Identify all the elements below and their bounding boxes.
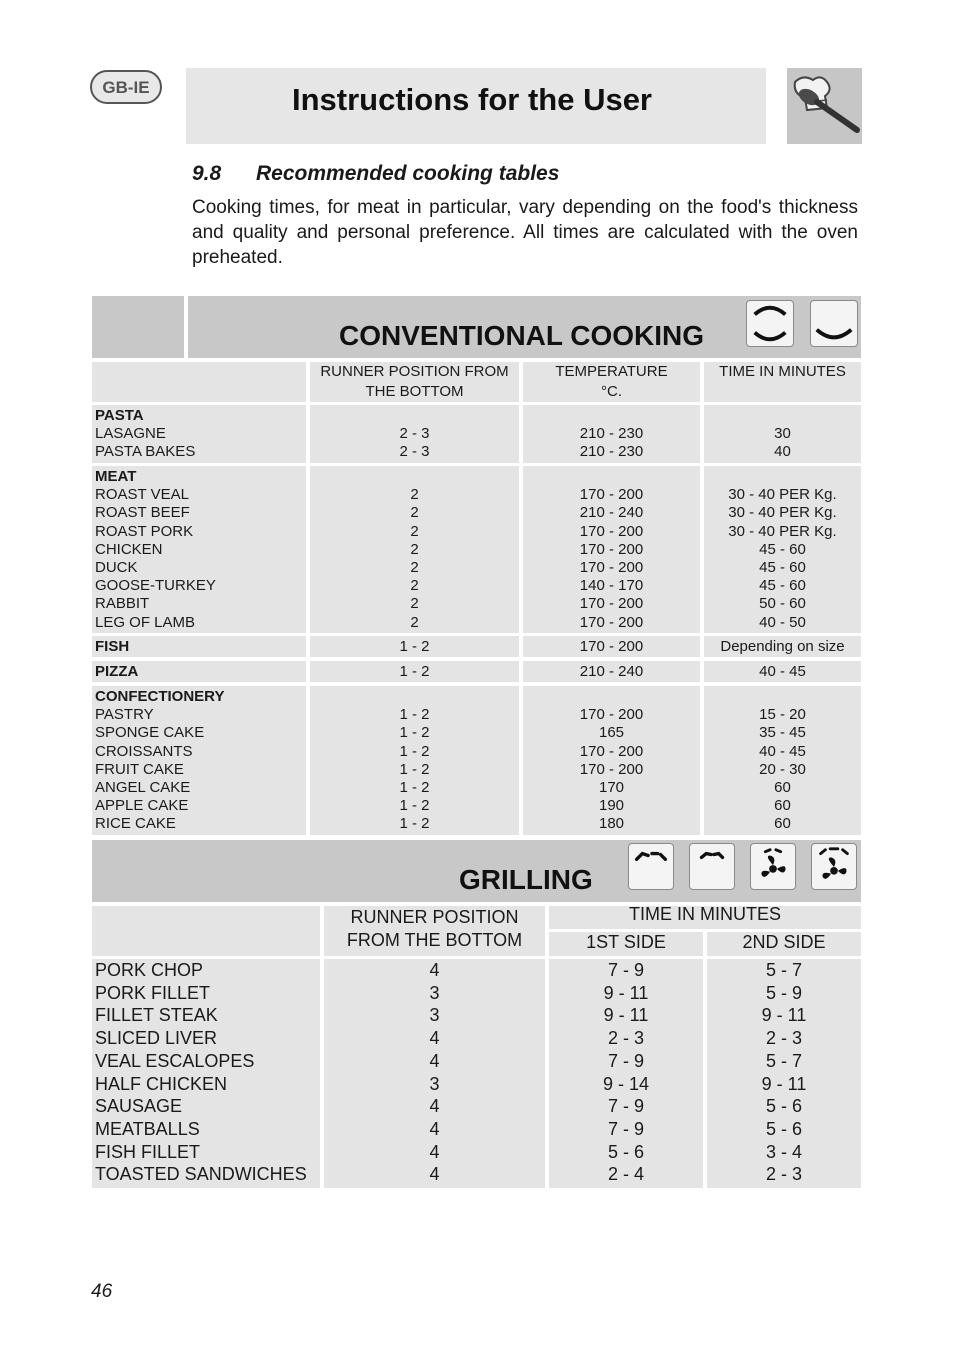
grilling-food-column <box>92 959 320 1188</box>
food-label: ROAST BEEF <box>95 504 190 522</box>
runner-value: 2 - 3 <box>399 425 430 443</box>
runner-value: 3 <box>429 1073 440 1094</box>
grilling-side1-column <box>549 959 703 1188</box>
food-label: LASAGNE <box>95 425 166 443</box>
fish-runner-cell: 1 - 2 <box>310 636 519 657</box>
runner-value: 4 <box>429 1028 440 1049</box>
food-label: ROAST VEAL <box>95 486 189 504</box>
runner-value: 2 <box>410 540 419 558</box>
conventional-time-header: TIME IN MINUTES <box>704 362 861 402</box>
food-label: FRUIT CAKE <box>95 760 184 778</box>
food-label: SPONGE CAKE <box>95 724 205 742</box>
table-row: PORK CHOP <box>95 960 204 980</box>
runner-value: 1 - 2 <box>399 779 430 796</box>
table-row: HALF CHICKEN <box>95 1073 228 1094</box>
conventional-runner-header: RUNNER POSITION FROM THE BOTTOM <box>310 362 519 402</box>
temp-value: 210 - 230 <box>579 425 644 443</box>
time-value: 30 - 40 PER Kg. <box>728 504 837 522</box>
side2-value: 5 - 7 <box>765 960 803 980</box>
confectionery-temp-cell <box>523 686 700 835</box>
temp-value: 170 - 200 <box>579 595 644 613</box>
food-label: CHICKEN <box>95 540 163 558</box>
language-badge: GB-IE <box>90 70 162 104</box>
side1-value: 7 - 9 <box>607 1050 645 1071</box>
side1-value: 7 - 9 <box>607 960 645 980</box>
pasta-time-cell <box>704 405 861 463</box>
temp-value: 190 <box>598 797 625 815</box>
table-row: PORK FILLET <box>95 982 211 1003</box>
table-row: SLICED LIVER <box>95 1028 218 1049</box>
section-heading <box>192 162 559 186</box>
small-grill-icon <box>689 843 735 890</box>
table-row: VEAL ESCALOPES <box>95 1050 255 1071</box>
side1-value: 7 - 9 <box>607 1096 645 1117</box>
food-label: ROAST PORK <box>95 522 194 540</box>
page-title: Instructions for the User <box>292 82 652 117</box>
temp-value: 210 - 230 <box>579 443 644 461</box>
runner-value: 1 - 2 <box>399 760 430 778</box>
time-value: 45 - 60 <box>759 559 806 576</box>
food-label: RABBIT <box>95 595 150 613</box>
runner-value: 4 <box>429 1096 440 1117</box>
category-label: MEAT <box>95 468 137 485</box>
time-value: 40 - 45 <box>759 742 806 760</box>
time-value: 40 <box>774 443 791 461</box>
confectionery-time-cell <box>704 686 861 835</box>
table-row: SAUSAGE <box>95 1096 183 1117</box>
runner-value: 1 - 2 <box>399 742 430 760</box>
food-label: DUCK <box>95 559 138 577</box>
time-value: 30 - 40 PER Kg. <box>728 522 837 540</box>
fish-temp-cell: 170 - 200 <box>523 636 700 657</box>
side1-value: 2 - 4 <box>607 1164 645 1185</box>
grilling-runner-header <box>324 906 545 956</box>
runner-value: 3 <box>429 982 440 1003</box>
fish-category-label: FISH <box>92 636 306 657</box>
temp-value: 180 <box>598 815 625 833</box>
temp-value: 140 - 170 <box>579 577 644 595</box>
runner-value: 2 <box>410 595 419 613</box>
runner-value: 4 <box>429 1164 440 1185</box>
runner-value: 1 - 2 <box>399 815 430 833</box>
food-label: ANGEL CAKE <box>95 779 191 797</box>
meat-runner-cell <box>310 466 519 633</box>
food-label: LEG OF LAMB <box>95 613 196 631</box>
grilling-banner <box>92 840 861 902</box>
runner-value: 4 <box>429 1141 440 1162</box>
fish-time-cell: Depending on size <box>704 636 861 657</box>
runner-value: 4 <box>429 1118 440 1139</box>
time-value: 60 <box>774 797 791 815</box>
temperature-unit: °C. <box>601 383 622 400</box>
temp-value: 170 - 200 <box>579 706 644 724</box>
meat-group-labels <box>92 466 306 633</box>
conventional-temperature-header <box>523 362 700 402</box>
time-value: 30 - 40 PER Kg. <box>728 486 837 504</box>
runner-header-line: RUNNER POSITION <box>350 907 519 927</box>
pizza-time-cell: 40 - 45 <box>704 661 861 682</box>
side1-value: 9 - 11 <box>603 1005 649 1026</box>
table-row: FISH FILLET <box>95 1141 201 1162</box>
confectionery-group-labels <box>92 686 306 835</box>
food-label: APPLE CAKE <box>95 797 189 815</box>
food-label: RICE CAKE <box>95 815 176 833</box>
side2-value: 5 - 9 <box>765 982 803 1003</box>
pizza-runner-cell: 1 - 2 <box>310 661 519 682</box>
runner-value: 4 <box>429 960 440 980</box>
time-value: 30 <box>774 425 791 443</box>
runner-value: 2 - 3 <box>399 443 430 461</box>
runner-value: 1 - 2 <box>399 706 430 724</box>
runner-value: 2 <box>410 522 419 540</box>
temp-value: 170 - 200 <box>579 559 644 576</box>
side1-value: 5 - 6 <box>607 1141 645 1162</box>
food-label: PASTA BAKES <box>95 443 196 461</box>
table-row: FILLET STEAK <box>95 1005 218 1026</box>
side1-value: 2 - 3 <box>607 1028 645 1049</box>
time-value: 60 <box>774 815 791 833</box>
temp-value: 170 <box>598 779 625 796</box>
food-label: PASTRY <box>95 706 154 724</box>
runner-value: 2 <box>410 577 419 595</box>
food-label: CROISSANTS <box>95 742 193 760</box>
temp-value: 170 - 200 <box>579 742 644 760</box>
table-row: MEATBALLS <box>95 1118 200 1139</box>
conventional-food-header <box>92 362 306 402</box>
confectionery-runner-cell <box>310 686 519 835</box>
conventional-corner-cell <box>92 296 184 358</box>
time-value: 45 - 60 <box>759 577 806 595</box>
intro-paragraph: Cooking times, for meat in particular, vary depending on the food's thickness and quality and personal preference. All times are calculated with the oven preheated. <box>192 197 858 268</box>
runner-value: 1 - 2 <box>399 724 430 742</box>
grilling-food-header <box>92 906 320 956</box>
food-label: GOOSE-TURKEY <box>95 577 216 595</box>
runner-header-line: FROM THE BOTTOM <box>346 930 523 950</box>
temp-value: 165 <box>598 724 625 742</box>
grilling-side2-header: 2ND SIDE <box>707 932 861 956</box>
side2-value: 9 - 11 <box>761 1005 807 1026</box>
page-number: 46 <box>91 1281 113 1302</box>
side1-value: 9 - 11 <box>603 982 649 1003</box>
table-row: TOASTED SANDWICHES <box>95 1164 307 1185</box>
grilling-side1-header: 1ST SIDE <box>549 932 703 956</box>
pasta-temp-cell <box>523 405 700 463</box>
category-label: PASTA <box>95 407 144 424</box>
bottom-heating-element-icon <box>810 300 858 347</box>
time-value: 35 - 45 <box>759 724 806 742</box>
temp-value: 170 - 200 <box>579 760 644 778</box>
temp-value: 170 - 200 <box>579 522 644 540</box>
title-bar <box>186 68 766 144</box>
meat-time-cell <box>704 466 861 633</box>
side2-value: 9 - 11 <box>761 1073 807 1094</box>
time-value: 45 - 60 <box>759 540 806 558</box>
side2-value: 3 - 4 <box>765 1141 803 1162</box>
temp-value: 170 - 200 <box>579 613 644 631</box>
section-title: Recommended cooking tables <box>256 162 560 185</box>
side2-value: 5 - 6 <box>765 1118 803 1139</box>
grilling-side2-column <box>707 959 861 1188</box>
temp-value: 170 - 200 <box>579 540 644 558</box>
temp-value: 210 - 240 <box>579 504 644 522</box>
temp-value: 170 - 200 <box>579 486 644 504</box>
runner-value: 2 <box>410 504 419 522</box>
runner-value: 2 <box>410 486 419 504</box>
fan-grill-icon <box>750 843 796 890</box>
runner-value: 1 - 2 <box>399 797 430 815</box>
conventional-title: CONVENTIONAL COOKING <box>339 320 705 351</box>
fan-wide-grill-icon <box>811 843 857 890</box>
side1-value: 9 - 14 <box>602 1073 650 1094</box>
runner-value: 4 <box>429 1050 440 1071</box>
grilling-time-header: TIME IN MINUTES <box>549 906 861 929</box>
time-value: 20 - 30 <box>759 760 806 778</box>
category-label: CONFECTIONERY <box>95 688 225 705</box>
wide-grill-icon <box>628 843 674 890</box>
side2-value: 5 - 7 <box>765 1050 803 1071</box>
grilling-runner-column <box>324 959 545 1188</box>
runner-value: 2 <box>410 559 419 576</box>
time-value: 60 <box>774 779 791 796</box>
time-value: 50 - 60 <box>759 595 806 613</box>
time-value: 15 - 20 <box>759 706 806 724</box>
grilling-title: GRILLING <box>459 864 593 895</box>
section-number: 9.8 <box>192 162 222 185</box>
runner-value: 3 <box>429 1005 440 1026</box>
pasta-runner-cell <box>310 405 519 463</box>
side2-value: 2 - 3 <box>765 1028 803 1049</box>
top-heating-element-icon <box>746 300 794 347</box>
pasta-group-labels <box>92 405 306 463</box>
side2-value: 5 - 6 <box>765 1096 803 1117</box>
chef-spoon-icon <box>787 68 862 144</box>
side2-value: 2 - 3 <box>765 1164 803 1185</box>
pizza-category-label: PIZZA <box>92 661 306 682</box>
side1-value: 7 - 9 <box>607 1118 645 1139</box>
runner-value: 2 <box>410 613 419 631</box>
pizza-temp-cell: 210 - 240 <box>523 661 700 682</box>
time-value: 40 - 50 <box>759 613 806 631</box>
meat-temp-cell <box>523 466 700 633</box>
temperature-label: TEMPERATURE <box>555 363 668 380</box>
